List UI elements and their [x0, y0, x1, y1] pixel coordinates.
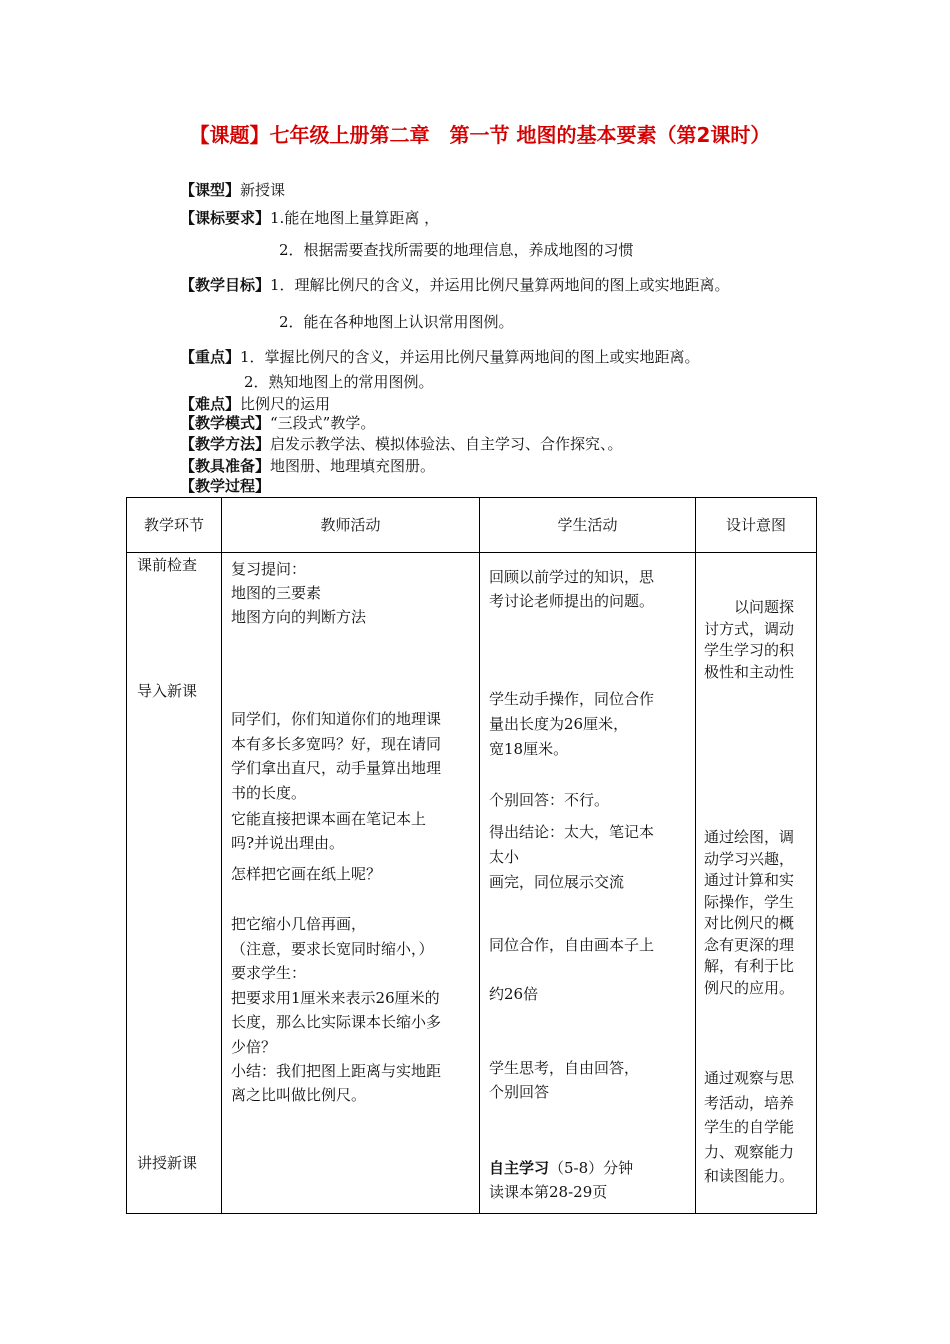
header-stage: 教学环节: [127, 498, 222, 553]
student-times: 约26倍: [489, 985, 539, 1003]
difficulty: 【难点】比例尺的运用: [180, 395, 331, 413]
teaching-tools: 【教具准备】地图册、地理填充图册。: [180, 457, 436, 475]
teacher-summary: 小结：我们把图上距离与实地距 离之比叫做比例尺。: [231, 1062, 442, 1104]
table-row: [127, 553, 817, 1214]
curriculum-req-2: 2．根据需要查找所需要的地理信息，养成地图的习惯: [279, 241, 634, 259]
lesson-title: 【课题】七年级上册第二章 第一节 地图的基本要素（第2课时）: [189, 123, 771, 147]
intent-1: 以问题探 讨方式，调动 学生学习的积 极性和主动性: [704, 598, 795, 681]
student-measure: 学生动手操作，同位合作 量出长度为26厘米， 宽18厘米。: [489, 690, 655, 758]
header-student: 学生活动: [480, 498, 696, 553]
header-intent: 设计意图: [696, 498, 817, 553]
curriculum-req: 【课标要求】1.能在地图上量算距离 ，: [180, 209, 440, 227]
teacher-column: [222, 553, 479, 1213]
table-header-row: [127, 498, 817, 553]
intent-2: 通过绘图，调 动学习兴趣， 通过计算和实 际操作，学生 对比例尺的概 念有更深的理 解，有利于比 例尺的应用。: [704, 828, 795, 997]
stage-check: 课前检查: [137, 556, 198, 574]
key-points: 【重点】1．掌握比例尺的含义，并运用比例尺量算两地间的图上或实地距离。: [180, 348, 700, 366]
student-conclusion: 得出结论：太大，笔记本 太小 画完，同位展示交流: [489, 823, 655, 891]
student-cooperate: 同位合作，自由画本子上: [489, 936, 655, 954]
student-answer: 个别回答：不行。: [489, 791, 610, 809]
teacher-question-3: 把它缩小几倍再画， （注意，要求长宽同时缩小，） 要求学生： 把要求用1厘米来表示26厘米的 长度，那么比实际课本长缩小多 少倍？: [231, 915, 442, 1056]
teacher-review: 复习提问： 地图的三要素 地图方向的判断方法: [231, 560, 367, 626]
teacher-intro: 同学们，你们知道你们的地理课 本有多长多宽吗？好，现在请同 学们拿出直尺，动手量算出地理 书的长度。: [231, 710, 442, 802]
student-self-study: 自主学习（5-8）分钟 读课本第28-29页: [489, 1159, 634, 1201]
key-points-2: 2．熟知地图上的常用图例。: [244, 373, 434, 391]
teaching-process-label: 【教学过程】: [180, 477, 271, 495]
stage-column: [127, 553, 221, 1213]
stage-teach: 讲授新课: [137, 1154, 198, 1172]
teaching-method: 【教学方法】启发示教学法、模拟体验法、自主学习、合作探究、。: [180, 435, 623, 453]
stage-intro: 导入新课: [137, 682, 198, 700]
intent-3: 通过观察与思 考活动，培养 学生的自学能 力、观察能力 和读图能力。: [704, 1069, 795, 1185]
teaching-goals: 【教学目标】1．理解比例尺的含义，并运用比例尺量算两地间的图上或实地距离。: [180, 276, 730, 294]
teacher-question-1: 它能直接把课本画在笔记本上 吗?并说出理由。: [231, 810, 427, 852]
header-teacher: 教师活动: [222, 498, 480, 553]
teacher-question-2: 怎样把它画在纸上呢？: [231, 865, 382, 883]
teaching-mode: 【教学模式】“三段式”教学。: [180, 414, 376, 432]
intent-column: [696, 553, 816, 1213]
student-column: [480, 553, 695, 1213]
lesson-type: 【课型】新授课: [180, 181, 286, 199]
teaching-goals-2: 2．能在各种地图上认识常用图例。: [279, 313, 514, 331]
student-think: 学生思考，自由回答， 个别回答: [489, 1059, 640, 1101]
process-table: [126, 497, 817, 1214]
student-review: 回顾以前学过的知识，思 考讨论老师提出的问题。: [489, 568, 655, 610]
